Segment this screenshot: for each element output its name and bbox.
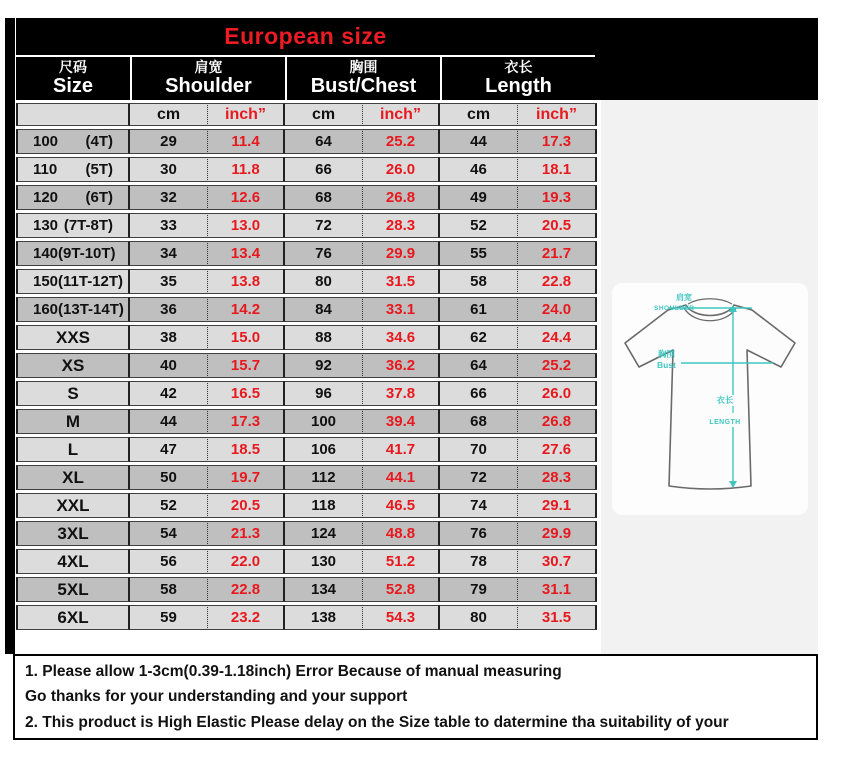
length-label-en: LENGTH [709,419,741,426]
inch-value: 48.8 [363,521,440,546]
cm-value: 44 [130,409,208,434]
inch-value: 29.1 [518,493,597,518]
size-cell: 5XL [16,577,130,602]
cm-value: 118 [285,493,363,518]
size-cell [16,241,130,266]
inch-value: 29.9 [363,241,440,266]
cm-value: 58 [440,269,518,294]
cm-value: 72 [285,213,363,238]
cm-value: 34 [130,241,208,266]
notes-box [13,654,818,740]
cm-value: 79 [440,577,518,602]
size-cell: 4XL [16,549,130,574]
size-split [18,133,128,150]
inch-value: 22.8 [208,577,285,602]
size-cell: S [16,381,130,406]
cm-value: 36 [130,297,208,322]
size-split [18,273,128,290]
table-row [16,605,597,630]
inch-value: 30.7 [518,549,597,574]
cm-value: 64 [440,353,518,378]
column-header-size [16,57,130,100]
inch-value: 31.5 [363,269,440,294]
unit-inch-label: inch” [518,103,597,126]
unit-cm-label: cm [440,103,518,126]
cm-value: 100 [285,409,363,434]
cm-value: 33 [130,213,208,238]
cm-value: 59 [130,605,208,630]
cm-value: 72 [440,465,518,490]
size-number: 120 [33,189,59,206]
cm-value: 70 [440,437,518,462]
column-header-bust-zh: 胸围 [349,58,378,75]
table-row [16,521,597,546]
size-age-range: (11T-12T) [58,273,124,290]
table-row [16,437,597,462]
tshirt-outline [625,305,795,489]
size-age-range: (5T) [85,161,113,178]
inch-value: 25.2 [518,353,597,378]
cm-value: 74 [440,493,518,518]
cm-value: 106 [285,437,363,462]
cm-value: 40 [130,353,208,378]
cm-value: 76 [440,521,518,546]
left-edge-strip [5,18,15,654]
inch-value: 31.5 [518,605,597,630]
cm-value: 52 [440,213,518,238]
cm-value: 138 [285,605,363,630]
inch-value: 11.4 [208,129,285,154]
inch-value: 26.0 [363,157,440,182]
inch-value: 46.5 [363,493,440,518]
cm-value: 66 [285,157,363,182]
table-row [16,577,597,602]
table-row [16,213,597,238]
cm-value: 76 [285,241,363,266]
cm-value: 80 [440,605,518,630]
size-number: 110 [33,161,58,178]
inch-value: 28.3 [363,213,440,238]
inch-value: 51.2 [363,549,440,574]
inch-value: 37.8 [363,381,440,406]
size-cell [16,213,130,238]
column-header-bust [287,57,440,100]
table-row [16,549,597,574]
size-cell [16,269,130,294]
cm-value: 130 [285,549,363,574]
size-age-range: (9T-10T) [58,245,116,262]
cm-value: 84 [285,297,363,322]
size-number: 140 [33,245,59,262]
column-header-length-zh: 衣长 [504,58,533,75]
inch-value: 22.8 [518,269,597,294]
tshirt-diagram [612,283,808,515]
cm-value: 88 [285,325,363,350]
column-header-length [442,57,595,100]
size-table [16,100,597,633]
inch-value: 15.7 [208,353,285,378]
inch-value: 18.5 [208,437,285,462]
table-row [16,157,597,182]
inch-value: 34.6 [363,325,440,350]
inch-value: 44.1 [363,465,440,490]
column-header-shoulder-en: Shoulder [165,75,252,98]
title-band [16,18,595,55]
cm-value: 46 [440,157,518,182]
size-cell: XS [16,353,130,378]
cm-value: 30 [130,157,208,182]
cm-value: 56 [130,549,208,574]
cm-value: 54 [130,521,208,546]
table-row [16,381,597,406]
inch-value: 29.9 [518,521,597,546]
inch-value: 36.2 [363,353,440,378]
unit-cm-label: cm [130,103,208,126]
unit-inch-label: inch” [363,103,440,126]
size-cell: XXL [16,493,130,518]
table-row [16,185,597,210]
inch-value: 25.2 [363,129,440,154]
size-split [18,161,128,178]
inch-value: 18.1 [518,157,597,182]
table-row [16,129,597,154]
column-header-shoulder-zh: 肩宽 [194,58,223,75]
inch-value: 11.8 [208,157,285,182]
table-row [16,409,597,434]
units-row [16,103,597,126]
cm-value: 35 [130,269,208,294]
cm-value: 134 [285,577,363,602]
inch-value: 26.0 [518,381,597,406]
page-title: European size [224,23,387,49]
size-cell [16,157,130,182]
inch-value: 26.8 [363,185,440,210]
inch-value: 28.3 [518,465,597,490]
size-table-wrap [16,100,597,633]
inch-value: 41.7 [363,437,440,462]
table-header [16,18,818,100]
column-header-bust-en: Bust/Chest [310,75,417,98]
size-number: 100 [33,133,59,150]
table-row [16,269,597,294]
inch-value: 19.3 [518,185,597,210]
size-cell: XL [16,465,130,490]
inch-value: 17.3 [208,409,285,434]
inch-value: 26.8 [518,409,597,434]
column-header-size-zh: 尺码 [59,58,87,75]
table-row [16,241,597,266]
size-split [18,301,128,318]
inch-value: 14.2 [208,297,285,322]
cm-value: 32 [130,185,208,210]
size-cell [16,185,130,210]
column-header-shoulder [132,57,285,100]
cm-value: 64 [285,129,363,154]
cm-value: 29 [130,129,208,154]
cm-value: 55 [440,241,518,266]
column-header-length-en: Length [485,75,552,98]
size-cell: 3XL [16,521,130,546]
cm-value: 42 [130,381,208,406]
cm-value: 58 [130,577,208,602]
inch-value: 13.4 [208,241,285,266]
inch-value: 19.7 [208,465,285,490]
table-row [16,465,597,490]
inch-value: 27.6 [518,437,597,462]
inch-value: 31.1 [518,577,597,602]
column-headers [16,57,595,100]
size-split [18,217,128,234]
cm-value: 50 [130,465,208,490]
shoulder-label-zh: 肩宽 [676,293,692,302]
cm-value: 92 [285,353,363,378]
note-line-2: Go thanks for your understanding and your support [25,688,408,706]
inch-value: 21.3 [208,521,285,546]
size-age-range: (7T-8T) [63,217,113,234]
inch-value: 33.1 [363,297,440,322]
inch-value: 13.8 [208,269,285,294]
unit-cm-label: cm [285,103,363,126]
size-split [18,189,128,206]
inch-value: 52.8 [363,577,440,602]
table-row [16,493,597,518]
cm-value: 47 [130,437,208,462]
column-header-size-en: Size [52,75,94,98]
size-number: 130 [33,217,59,234]
cm-value: 66 [440,381,518,406]
unit-inch-label: inch” [208,103,285,126]
cm-value: 96 [285,381,363,406]
tshirt-diagram-card [612,283,808,515]
size-number: 150 [33,273,59,290]
size-age-range: (6T) [85,189,113,206]
length-label-zh: 衣长 [716,395,734,405]
cm-value: 112 [285,465,363,490]
cm-value: 38 [130,325,208,350]
cm-value: 68 [285,185,363,210]
cm-value: 80 [285,269,363,294]
size-cell: XXS [16,325,130,350]
size-cell: 6XL [16,605,130,630]
table-row [16,325,597,350]
table-row [16,297,597,322]
cm-value: 52 [130,493,208,518]
note-line-1: 1. Please allow 1-3cm(0.39-1.18inch) Error Because of manual measuring [25,663,562,681]
inch-value: 39.4 [363,409,440,434]
cm-value: 49 [440,185,518,210]
cm-value: 44 [440,129,518,154]
table-row [16,353,597,378]
bust-label-en: Bust [657,360,676,370]
shoulder-label-en: SHOULDER [654,305,695,312]
inch-value: 20.5 [518,213,597,238]
inch-value: 21.7 [518,241,597,266]
size-cell [16,129,130,154]
cm-value: 62 [440,325,518,350]
bust-label-zh: 胸围 [658,349,676,359]
size-cell: M [16,409,130,434]
collar-back-icon [688,299,732,304]
size-cell: L [16,437,130,462]
units-size-cell [16,103,130,126]
inch-value: 15.0 [208,325,285,350]
size-number: 160 [33,301,59,318]
size-age-range: (13T-14T) [58,301,124,318]
inch-value: 24.0 [518,297,597,322]
inch-value: 16.5 [208,381,285,406]
size-cell [16,297,130,322]
cm-value: 124 [285,521,363,546]
inch-value: 22.0 [208,549,285,574]
size-age-range: (4T) [85,133,113,150]
cm-value: 61 [440,297,518,322]
size-split [18,245,128,262]
inch-value: 54.3 [363,605,440,630]
inch-value: 12.6 [208,185,285,210]
cm-value: 68 [440,409,518,434]
inch-value: 23.2 [208,605,285,630]
inch-value: 13.0 [208,213,285,238]
inch-value: 20.5 [208,493,285,518]
cm-value: 78 [440,549,518,574]
product-photo-panel [601,100,818,654]
inch-value: 24.4 [518,325,597,350]
note-line-3: 2. This product is High Elastic Please delay on the Size table to datermine tha suitability of your [25,713,729,731]
inch-value: 17.3 [518,129,597,154]
